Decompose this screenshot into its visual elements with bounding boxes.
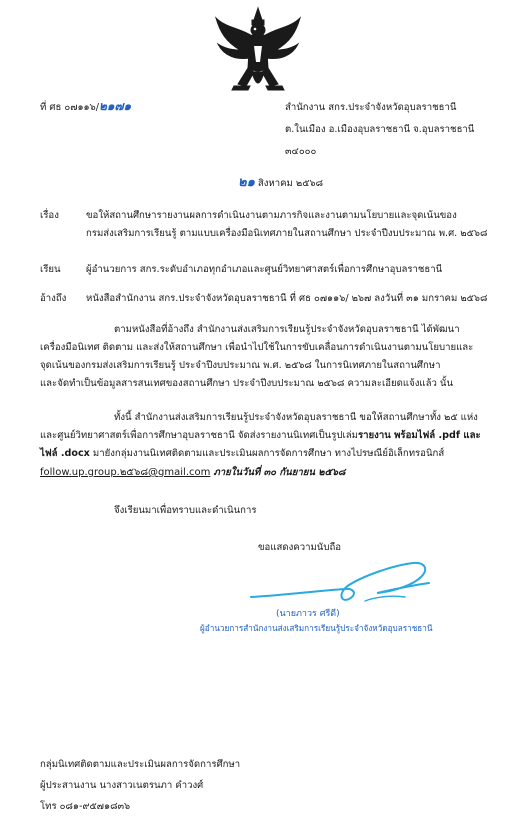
subject-line-1: ขอให้สถานศึกษารายงานผลการดำเนินงานตามภารกิจและงานตามนโยบายและจุดเน้นของ (86, 210, 457, 221)
deadline-text: ภายในวันที่ ๓๐ กันยายน ๒๕๖๘ (213, 467, 346, 478)
office-name: สำนักงาน สกร.ประจำจังหวัดอุบลราชธานี (285, 102, 457, 113)
footer-phone: โทร ๐๘๑-๙๕๗๑๘๓๖ (40, 801, 131, 812)
office-address: ต.ในเมือง อ.เมืองอุบลราชธานี จ.อุบลราชธานี (285, 124, 475, 135)
date-month-year: สิงหาคม ๒๕๖๘ (257, 178, 324, 189)
letter-date (238, 176, 323, 191)
paragraph-1-line-4: และจัดทำเป็นข้อมูลสารสนเทศของสถานศึกษา ประจำปีงบประมาณ ๒๕๖๘ ความละเอียดแจ้งแล้ว นั้น (40, 378, 453, 389)
document-number (40, 100, 131, 114)
paragraph-1-line-2: เครื่องมือนิเทศ ติดตาม และส่งให้สถานศึกษา เพื่อนำไปใช้ในการขับเคลื่อนการดำเนินงานตามนโยบายและ (40, 342, 474, 353)
footer-department: กลุ่มนิเทศติดตามและประเมินผลการจัดการศึกษา (40, 759, 241, 770)
paragraph-1-line-3: จุดเน้นของกรมส่งเสริมการเรียนรู้ ประจำปีงบประมาณ พ.ศ. ๒๕๖๘ ในการนิเทศภายในสถานศึกษา (40, 360, 441, 371)
subject-line-2: กรมส่งเสริมการเรียนรู้ ตามแบบเครื่องมือนิเทศภายในสถานศึกษา ประจำปีงบประมาณ พ.ศ. ๒๕๖๘ (86, 228, 488, 239)
office-postcode: ๓๔๐๐๐ (285, 146, 317, 157)
paragraph-2-line-3-bold: ไฟล์ .docx (40, 448, 90, 459)
to-label: เรียน (40, 264, 61, 275)
signatory-position: ผู้อำนวยการสำนักงานส่งเสริมการเรียนรู้ประจำจังหวัดอุบลราชธานี (200, 623, 433, 633)
subject-label: เรื่อง (40, 210, 59, 221)
closing-regards: ขอแสดงความนับถือ (258, 542, 342, 553)
garuda-emblem (212, 6, 304, 96)
signatory-name: (นายภาวร ศรีดี) (276, 609, 340, 619)
reference-text: หนังสือสำนักงาน สกร.ประจำจังหวัดอุบลราชธานี ที่ ศธ ๐๗๑๑๖/ ๒๖๗ ลงวันที่ ๓๑ มกราคม ๒๕๖๘ (86, 293, 488, 304)
document-number-prefix: ที่ ศธ ๐๗๑๑๖/ (40, 102, 99, 113)
footer-coordinator: ผู้ประสานงาน นางสาวเนตรนภา คำวงศ์ (40, 780, 204, 791)
paragraph-2-line-3-text: มายังกลุ่มงานนิเทศติดตามและประเมินผลการจัดการศึกษา ทางไปรษณีย์อิเล็กทรอนิกส์ (89, 448, 445, 459)
paragraph-2-line-3 (40, 448, 444, 459)
paragraph-2-line-4 (40, 467, 345, 479)
document-number-handwritten: ๒๑๗๑ (98, 99, 132, 113)
paragraph-2-line-2 (40, 430, 481, 441)
paragraph-2-line-1: ทั้งนี้ สำนักงานส่งเสริมการเรียนรู้ประจำจังหวัดอุบลราชธานี ขอให้สถานศึกษาทั้ง ๒๕ แห่ง (114, 412, 478, 423)
paragraph-2-line-2-text: และศูนย์วิทยาศาสตร์เพื่อการศึกษาอุบลราชธานี จัดส่งรายงานนิเทศเป็นรูปเล่ม (40, 430, 358, 441)
reference-label: อ้างถึง (40, 293, 67, 304)
handwritten-signature (245, 555, 435, 617)
paragraph-2-line-2-bold: รายงาน พร้อมไฟล์ .pdf และ (357, 430, 481, 441)
to-text: ผู้อำนวยการ สกร.ระดับอำเภอทุกอำเภอและศูนย์วิทยาศาสตร์เพื่อการศึกษาอุบลราชธานี (86, 264, 443, 275)
paragraph-1-line-1: ตามหนังสือที่อ้างถึง สำนักงานส่งเสริมการเรียนรู้ประจำจังหวัดอุบลราชธานี ได้พัฒนา (114, 324, 460, 335)
email-link[interactable]: follow.up.group.๒๕๖๘@gmail.com (40, 467, 211, 478)
closing-request: จึงเรียนมาเพื่อทราบและดำเนินการ (114, 505, 257, 516)
date-day-handwritten: ๒๑ (238, 175, 255, 190)
